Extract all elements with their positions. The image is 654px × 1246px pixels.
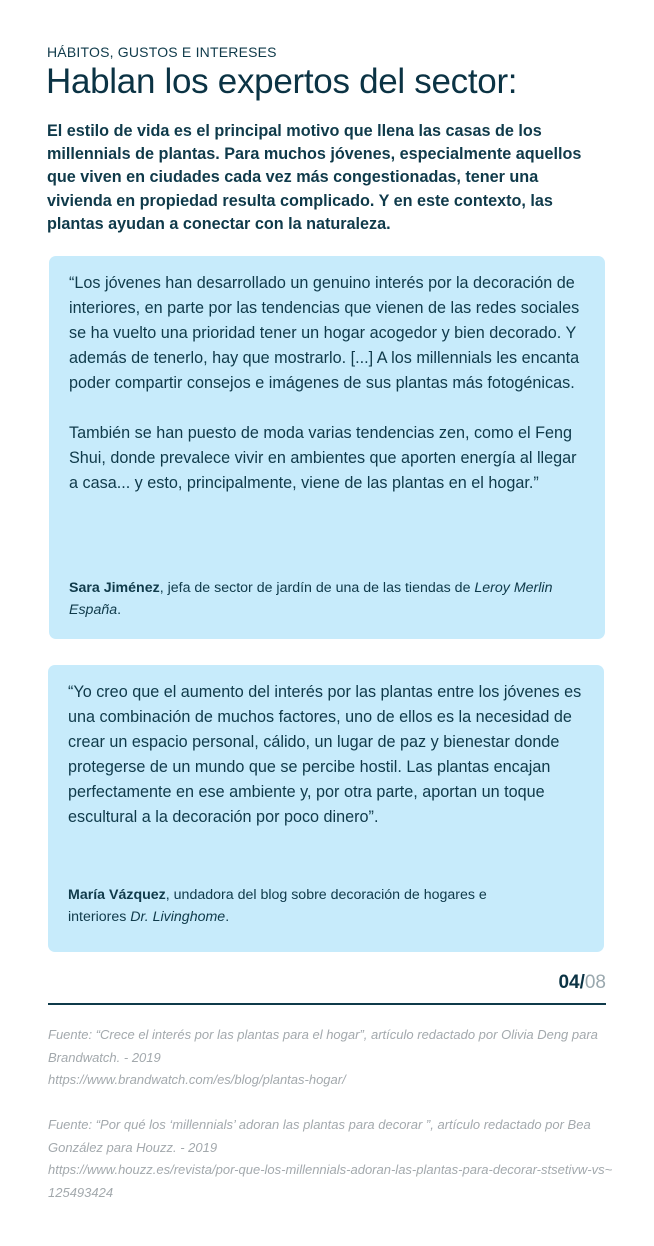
attribution-end: .: [225, 909, 230, 925]
eyebrow-category: HÁBITOS, GUSTOS E INTERESES: [47, 44, 277, 60]
author-org: Dr. Livinghome: [130, 909, 226, 925]
author-name: Sara Jiménez: [69, 580, 160, 596]
divider: [48, 1003, 606, 1005]
page-current: 04/: [558, 972, 585, 993]
quote-text: “Yo creo que el aumento del interés por las plantas entre los jóvenes es una combinación de muchos factores, uno de ellos es la necesidad de crear un espacio personal, cálido, un lugar de paz y bienestar donde protegerse de un mundo que se percibe hostil. Las plantas encajan perfectamente en ese ambiente y, por otra parte, aportan un toque escultural a la decoración por poco dinero”.: [68, 683, 582, 826]
attribution-end: .: [117, 602, 122, 618]
page-total: 08: [584, 972, 606, 993]
page-title: Hablan los expertos del sector:: [46, 62, 518, 101]
quote-card-maria: [48, 665, 604, 952]
source-link[interactable]: https://www.brandwatch.com/es/blog/plantas-hogar/: [48, 1072, 346, 1087]
page-indicator: [558, 972, 606, 994]
quote-card-sara: [49, 256, 605, 639]
quote-attribution: [68, 884, 488, 928]
intro-paragraph: El estilo de vida es el principal motivo que llena las casas de los millennials de plantas. Para muchos jóvenes, especialmente aquellos que viven en ciudades cada vez más congestionadas, tener una vivienda en propiedad resulta complicado. Y en este contexto, las plantas ayudan a conectar con la naturaleza.: [47, 122, 582, 233]
author-name: María Vázquez: [68, 887, 166, 903]
source-citation: [48, 1114, 613, 1204]
source-text: Fuente: “Por qué los ‘millennials’ adoran las plantas para decorar ”, artículo redactado por Bea González para Houzz. - 2019: [48, 1117, 591, 1155]
author-org: Leroy Merlin España: [69, 580, 553, 618]
quote-text: “Los jóvenes han desarrollado un genuino interés por la decoración de interiores, en parte por las tendencias que vienen de las redes sociales se ha vuelto una prioridad tener un hogar acogedor y bien decorado. Y además de tenerlo, hay que mostrarlo. [...] A los millennials les encanta poder compartir consejos e imágenes de sus plantas más fotogénicas. También se han puesto de moda varias tendencias zen, como el Feng Shui, donde prevalece vivir en ambientes que aporten energía al llegar a casa... y esto, principalmente, viene de las plantas en el hogar.”: [69, 274, 580, 492]
author-role: , jefa de sector de jardín de una de las tiendas de: [159, 580, 475, 596]
author-role: , undadora del blog sobre decoración de hogares e interiores: [68, 887, 487, 925]
source-citation: [48, 1024, 613, 1092]
source-text: Fuente: “Crece el interés por las plantas para el hogar”, artículo redactado por Olivia Deng para Brandwatch. - 2019: [48, 1027, 598, 1065]
source-link[interactable]: https://www.houzz.es/revista/por-que-los-millennials-adoran-las-plantas-para-decorar-stsetivw-vs~125493424: [48, 1162, 613, 1200]
quote-attribution: [69, 577, 584, 621]
